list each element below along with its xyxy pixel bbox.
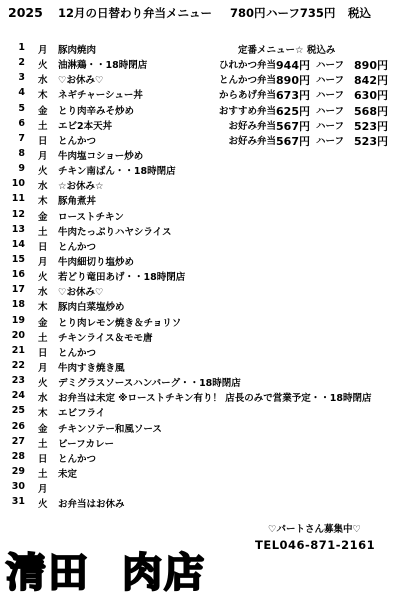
day-row [0, 421, 406, 436]
weekday: 木 [38, 90, 48, 102]
day-row [0, 330, 406, 345]
day-row [0, 315, 406, 330]
set-menu-row [188, 103, 388, 118]
menu-item: ♡お休み♡ [58, 287, 104, 299]
day-row [0, 405, 406, 420]
set-menu-row [188, 72, 388, 87]
day-number: 27 [11, 435, 25, 447]
day-number: 3 [18, 72, 25, 84]
set-half-label: ハーフ [315, 120, 344, 132]
day-row [0, 299, 406, 314]
day-number: 10 [11, 178, 25, 190]
weekday: 水 [38, 181, 48, 193]
day-row [0, 360, 406, 375]
menu-item: ♡お休み♡ [58, 75, 104, 87]
day-row [0, 436, 406, 451]
weekday: 月 [38, 484, 48, 496]
day-row [0, 224, 406, 239]
menu-item: ビーフカレー [58, 438, 115, 450]
weekday: 火 [38, 60, 48, 72]
weekday: 土 [38, 332, 48, 344]
day-number: 8 [18, 147, 25, 159]
page-title [8, 5, 402, 23]
weekday: 土 [38, 226, 48, 238]
weekday: 木 [38, 196, 48, 208]
day-number: 14 [11, 238, 25, 250]
set-half-price: 630円 [354, 89, 388, 103]
day-row [0, 269, 406, 284]
menu-item: デミグラスソースハンバーグ・・18時閉店 [58, 378, 241, 390]
day-number: 2 [18, 57, 25, 69]
weekday: 火 [38, 378, 48, 390]
menu-item: エビ2本天丼 [58, 120, 113, 132]
set-half-label: ハーフ [315, 60, 344, 72]
set-name: とんかつ弁当 [218, 75, 276, 87]
set-menu-row [188, 118, 388, 133]
title-text: 12月の日替わり弁当メニュー [58, 6, 213, 20]
weekday: 土 [38, 120, 48, 132]
weekday: 火 [38, 272, 48, 284]
day-row [0, 254, 406, 269]
recruit-notice: ♡パートさん募集中♡ [268, 524, 362, 535]
menu-item: 油淋鶏・・18時閉店 [58, 60, 148, 72]
menu-item: ネギチャーシュー丼 [58, 90, 143, 102]
menu-item: お弁当は未定 ※ローストチキン有り！ 店長のみで営業予定・・18時閉店 [58, 393, 372, 405]
menu-item: チキンソテー和風ソース [58, 423, 162, 435]
day-row [0, 239, 406, 254]
menu-item: 牛肉すき焼き風 [58, 362, 125, 374]
day-row [0, 193, 406, 208]
weekday: 日 [38, 453, 48, 465]
day-number: 17 [11, 284, 25, 296]
day-number: 21 [11, 344, 25, 356]
set-menu-row [188, 87, 388, 102]
menu-item: 豚肉焼肉 [58, 45, 97, 56]
set-price: 944円 [276, 59, 310, 73]
day-row [0, 466, 406, 481]
weekday: 日 [38, 347, 48, 359]
day-number: 22 [11, 359, 25, 371]
title-price: 780円 [230, 6, 266, 20]
weekday: 水 [38, 393, 48, 405]
menu-item: とんかつ [58, 453, 97, 465]
set-menu-heading: 定番メニュー☆ 税込み [238, 45, 336, 56]
set-name: お好み弁当 [228, 120, 276, 132]
set-menu-list [188, 57, 388, 148]
menu-item: お弁当はお休み [58, 499, 125, 511]
svg-text:清田: 清田 [6, 550, 90, 594]
weekday: 月 [38, 362, 48, 374]
menu-item: 牛肉細切り塩炒め [58, 256, 135, 268]
day-row [0, 284, 406, 299]
svg-text:肉店: 肉店 [122, 550, 206, 594]
weekday: 木 [38, 408, 48, 420]
day-number: 12 [11, 208, 25, 220]
set-price: 567円 [276, 134, 310, 148]
day-number: 5 [18, 102, 25, 114]
title-tax-note: 税込 [348, 6, 371, 20]
weekday: 月 [38, 256, 48, 268]
day-number: 18 [11, 299, 25, 311]
day-number: 30 [11, 481, 25, 493]
day-number: 9 [18, 163, 25, 175]
set-half-label: ハーフ [315, 135, 344, 147]
set-half-price: 890円 [354, 59, 388, 73]
day-row [0, 481, 406, 496]
set-half-price: 568円 [354, 104, 388, 118]
day-row [0, 209, 406, 224]
day-number: 4 [18, 87, 25, 99]
weekday: 月 [38, 150, 48, 162]
day-number: 23 [11, 375, 25, 387]
menu-item: ☆お休み☆ [58, 181, 104, 193]
weekday: 火 [38, 166, 48, 178]
weekday: 金 [38, 423, 48, 435]
day-number: 6 [18, 117, 25, 129]
menu-item: 牛肉塩コショー炒め [58, 150, 144, 162]
set-price: 890円 [276, 74, 310, 88]
day-number: 15 [11, 253, 25, 265]
weekday: 金 [38, 211, 48, 223]
weekday: 土 [38, 438, 48, 450]
set-name: からあげ弁当 [218, 90, 276, 102]
menu-item: 未定 [58, 468, 78, 480]
weekday: 月 [38, 45, 48, 56]
menu-item: とり肉辛みそ炒め [58, 105, 135, 117]
day-number: 7 [18, 132, 25, 144]
menu-item: チキン南ばん・・18時閉店 [58, 166, 176, 178]
weekday: 火 [38, 499, 48, 511]
title-half-price: ハーフ735円 [266, 6, 336, 20]
menu-item: 若どり竜田あげ・・18時閉店 [58, 272, 186, 284]
set-price: 567円 [276, 119, 310, 133]
day-row [0, 345, 406, 360]
menu-item: 牛肉たっぷりハヤシライス [58, 226, 172, 238]
day-number: 13 [11, 223, 25, 235]
set-half-price: 523円 [354, 134, 388, 148]
weekday: 金 [38, 317, 48, 329]
day-row [0, 42, 406, 57]
shop-name-logo [4, 544, 224, 594]
day-number: 20 [11, 329, 25, 341]
day-number: 19 [11, 314, 25, 326]
day-number: 28 [11, 450, 25, 462]
day-number: 11 [11, 193, 25, 205]
set-menu-row [188, 133, 388, 148]
set-name: ひれかつ弁当 [218, 60, 276, 72]
menu-item: とり肉レモン焼き＆チョリソ [58, 317, 182, 329]
set-half-price: 523円 [354, 119, 388, 133]
menu-item: エビフライ [58, 408, 106, 420]
day-number: 31 [11, 496, 25, 508]
day-number: 25 [11, 405, 25, 417]
set-name: お好み弁当 [228, 135, 276, 147]
menu-item: 豚角煮丼 [58, 196, 97, 208]
set-price: 625円 [276, 104, 310, 118]
day-number: 1 [18, 42, 25, 53]
set-price: 673円 [276, 89, 310, 103]
set-half-label: ハーフ [315, 75, 344, 87]
weekday: 水 [38, 287, 48, 299]
day-row [0, 148, 406, 163]
day-row [0, 390, 406, 405]
menu-item: 豚肉白菜塩炒め [58, 302, 125, 314]
day-row [0, 496, 406, 511]
set-menu-row [188, 57, 388, 72]
day-number: 29 [11, 465, 25, 477]
menu-item: とんかつ [58, 347, 97, 359]
day-number: 16 [11, 269, 25, 281]
day-row [0, 178, 406, 193]
weekday: 水 [38, 75, 48, 87]
phone-number: TEL046-871-2161 [255, 538, 376, 552]
weekday: 土 [38, 468, 48, 480]
day-row [0, 163, 406, 178]
day-row [0, 451, 406, 466]
set-half-label: ハーフ [315, 90, 344, 102]
menu-item: チキンライス＆モモ唐 [58, 332, 153, 344]
menu-item: ローストチキン [58, 211, 124, 223]
set-name: おすすめ弁当 [218, 105, 276, 117]
weekday: 日 [38, 241, 48, 253]
menu-item: とんかつ [58, 241, 97, 253]
weekday: 金 [38, 105, 48, 117]
shop-name-outline-text [4, 544, 224, 594]
menu-item: とんかつ [58, 135, 97, 147]
weekday: 木 [38, 302, 48, 314]
set-half-price: 842円 [354, 74, 388, 88]
day-number: 24 [11, 390, 25, 402]
title-year: 2025 [8, 5, 43, 20]
set-half-label: ハーフ [315, 105, 344, 117]
weekday: 日 [38, 135, 48, 147]
day-number: 26 [11, 420, 25, 432]
day-row [0, 375, 406, 390]
